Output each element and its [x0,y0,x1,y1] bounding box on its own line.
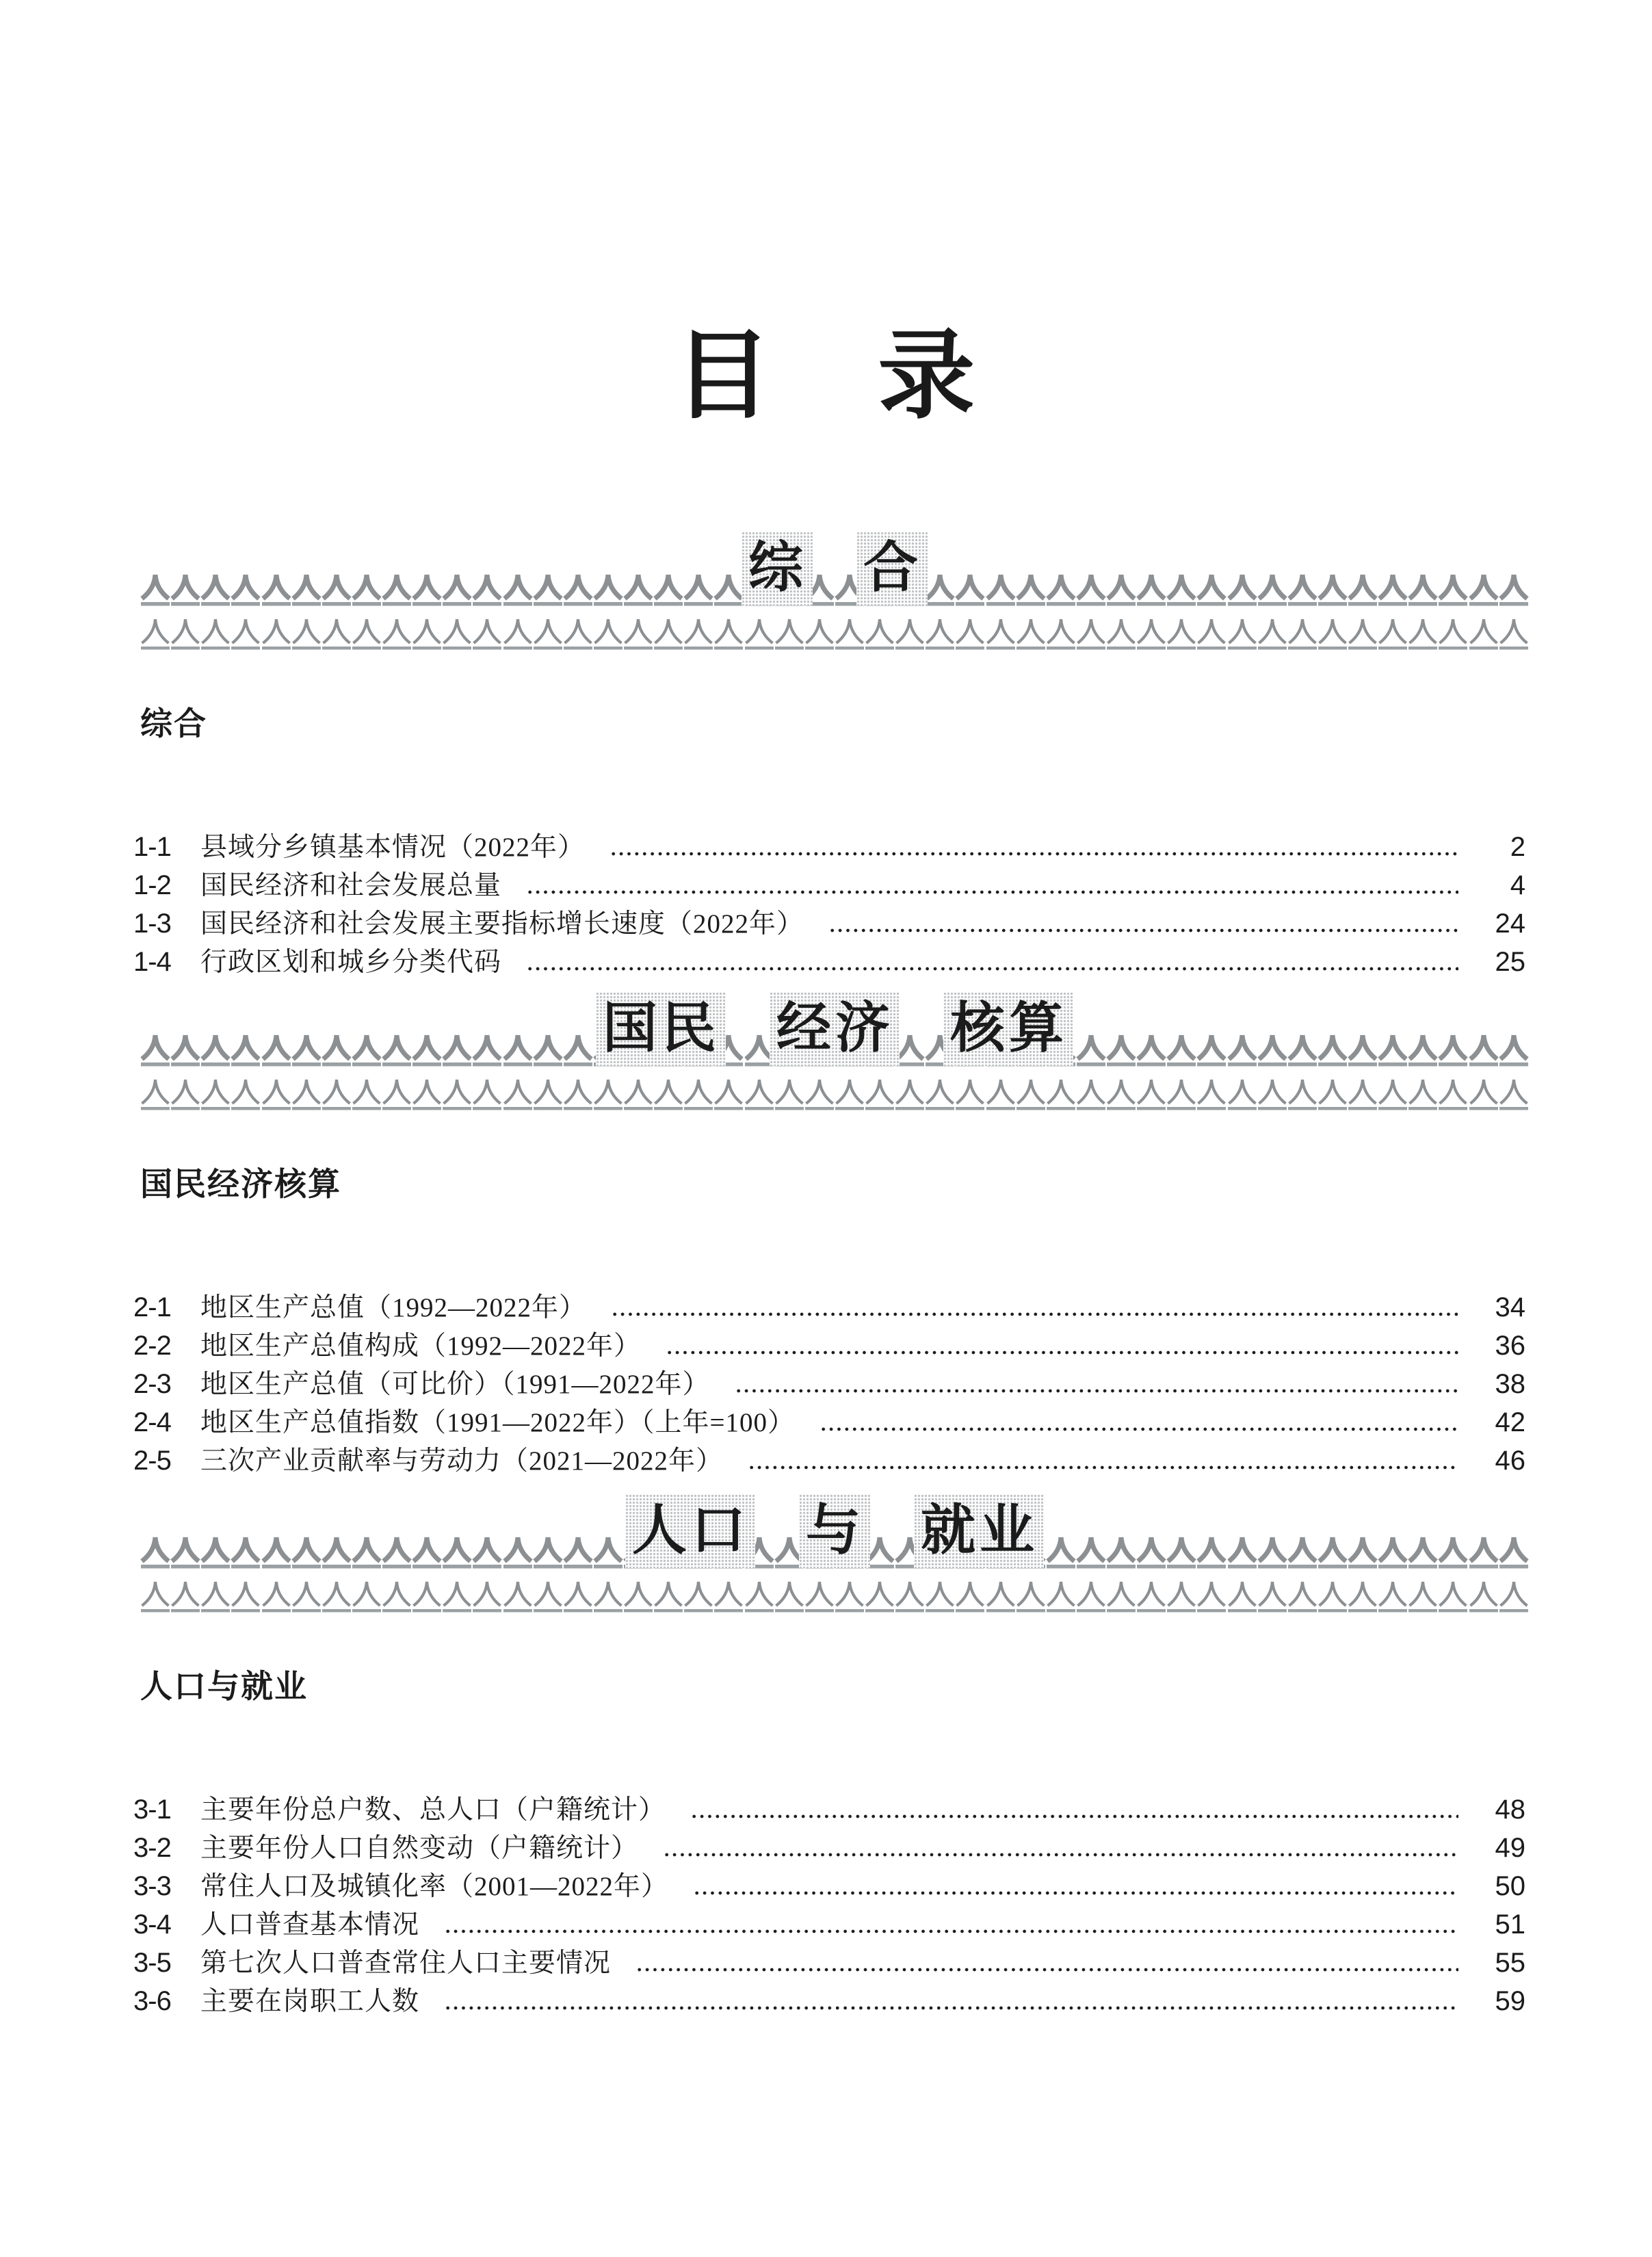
wave-ornament-bottom [140,616,1529,651]
dot-leader [635,1967,1458,1972]
toc-entry [133,1942,1525,1980]
toc-entry [133,902,1525,941]
entry-number: 2-2 [133,1331,171,1361]
section-band-title-word: 核算 [943,992,1073,1066]
toc-entry [133,1325,1525,1363]
entry-number: 2-3 [133,1369,171,1399]
entry-title: 行政区划和城乡分类代码 [200,948,502,977]
entry-page: 34 [1495,1292,1525,1322]
entry-title: 主要年份总户数、总人口（户籍统计） [200,1795,666,1825]
toc-entry [133,1439,1525,1478]
entry-number: 3-3 [133,1871,171,1901]
entry-title: 三次产业贡献率与劳动力（2021—2022年） [200,1446,724,1476]
section-band [140,537,1529,653]
dot-leader [693,1890,1458,1895]
wave-ornament-bottom [140,1076,1529,1112]
entry-number: 3-4 [133,1909,171,1940]
entry-title: 县域分乡镇基本情况（2022年） [200,833,586,862]
toc-list [133,826,1525,979]
dot-leader [828,928,1458,932]
entry-title: 国民经济和社会发展总量 [200,871,502,900]
toc-entry [133,1401,1525,1439]
entry-page: 50 [1495,1871,1525,1901]
section-band-title-word: 经济 [770,992,900,1066]
entry-number: 3-5 [133,1948,171,1978]
toc-entry [133,941,1525,979]
toc-entry [133,1788,1525,1827]
section-band-title [742,532,928,605]
section-band-title-word: 合 [856,532,928,605]
entry-number: 3-2 [133,1833,171,1863]
section-band-title-word: 人口 [625,1494,755,1568]
entry-title: 地区生产总值指数（1991—2022年）（上年=100） [200,1408,795,1437]
section-band-title [596,992,1073,1066]
toc-entry [133,1903,1525,1942]
entry-page: 48 [1495,1795,1525,1825]
dot-leader [748,1465,1458,1470]
dot-leader [820,1426,1458,1431]
dot-leader [526,966,1458,971]
entry-number: 2-4 [133,1407,171,1437]
entry-page: 59 [1495,1986,1525,2016]
section-band [140,1500,1529,1616]
entry-number: 3-6 [133,1986,171,2016]
section-band [140,997,1529,1114]
entry-page: 24 [1495,909,1525,939]
entry-page: 25 [1495,947,1525,977]
section-label: 人口与就业 [140,1668,308,1704]
dot-leader [666,1350,1458,1355]
entry-number: 1-4 [133,947,171,977]
toc-entry [133,864,1525,902]
toc-list [133,1788,1525,2018]
page-title: 目 录 [674,322,978,430]
entry-title: 地区生产总值构成（1992—2022年） [200,1331,642,1361]
section-label: 国民经济核算 [140,1166,341,1202]
entry-page: 36 [1495,1331,1525,1361]
dot-leader [526,889,1458,894]
section-band-title-word: 国民 [596,992,726,1066]
section-band-title [625,1494,1044,1568]
entry-title: 地区生产总值（可比价）（1991—2022年） [200,1370,710,1399]
entry-title: 国民经济和社会发展主要指标增长速度（2022年） [200,909,804,939]
dot-leader [609,851,1458,856]
entry-number: 2-1 [133,1292,171,1322]
entry-number: 3-1 [133,1795,171,1825]
entry-page: 55 [1495,1948,1525,1978]
entry-number: 1-3 [133,909,171,939]
dot-leader [444,2005,1458,2010]
wave-ornament-bottom [140,1578,1529,1614]
entry-page: 2 [1510,832,1525,862]
section-label: 综合 [140,705,207,742]
entry-page: 49 [1495,1833,1525,1863]
entry-title: 第七次人口普查常住人口主要情况 [200,1948,612,1978]
entry-number: 2-5 [133,1446,171,1476]
entry-title: 常住人口及城镇化率（2001—2022年） [200,1872,669,1901]
entry-number: 1-1 [133,832,171,862]
toc-entry [133,1286,1525,1325]
dot-leader [735,1388,1458,1393]
toc-list [133,1286,1525,1478]
section-band-title-word: 就业 [914,1494,1044,1568]
toc-entry [133,826,1525,864]
section-band-title-word: 与 [799,1494,870,1568]
entry-title: 地区生产总值（1992—2022年） [200,1293,587,1322]
toc-entry [133,1363,1525,1401]
entry-number: 1-2 [133,870,171,900]
section-band-title-word: 综 [742,532,813,605]
entry-page: 42 [1495,1407,1525,1437]
entry-title: 主要在岗职工人数 [200,1987,420,2016]
toc-entry [133,1980,1525,2018]
dot-leader [663,1852,1458,1857]
entry-page: 51 [1495,1909,1525,1940]
dot-leader [690,1814,1458,1818]
toc-entry [133,1827,1525,1865]
entry-page: 38 [1495,1369,1525,1399]
entry-title: 人口普查基本情况 [200,1910,420,1940]
entry-page: 46 [1495,1446,1525,1476]
entry-title: 主要年份人口自然变动（户籍统计） [200,1834,639,1863]
toc-entry [133,1865,1525,1903]
dot-leader [611,1312,1458,1316]
entry-page: 4 [1510,870,1525,900]
dot-leader [444,1929,1458,1933]
